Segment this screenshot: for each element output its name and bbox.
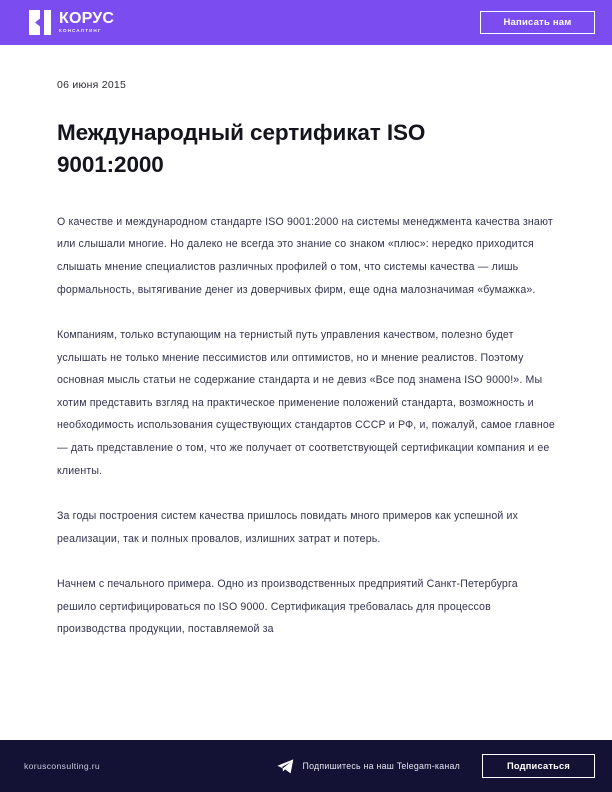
- write-to-us-button[interactable]: Написать нам: [480, 11, 595, 34]
- site-header: [0, 0, 612, 45]
- article: [0, 79, 612, 641]
- brand-wordmark: [59, 11, 114, 34]
- site-footer: [0, 740, 612, 792]
- brand-logo[interactable]: [29, 10, 114, 35]
- korus-logo-icon: [29, 10, 51, 35]
- page-bottom-mask: [0, 722, 612, 740]
- footer-site-url[interactable]: korusconsulting.ru: [24, 761, 101, 771]
- article-paragraph: О качестве и международном стандарте ISO 9001:2000 на системы менеджмента качества знают или слышали многие. Но далеко не всегда это знание со знаком «плюс»: нередко приходится слышать мнение специалистов различных профилей о том, что системы качества — лишь формальность, вытягивание денег из доверчивых фирм, еще одна малозначимая «бумажка».: [57, 215, 553, 296]
- article-date: 06 июня 2015: [57, 79, 127, 91]
- article-paragraph: Компаниям, только вступающим на тернистый путь управления качеством, полезно будет услышать не только мнение пессимистов или оптимистов, но и мнение реалистов. Поэтому основная мысль статьи не содержание стандарта и не девиз «Все под знамена ISO 9000!». Мы хотим представить взгляд на практическое применение положений стандарта, возможность и необходимость использования существующих стандартов СССР и РФ, и, пожалуй, самое главное — дать представление о том, что же получает от соответствующей сертификации компания и ее клиенты.: [57, 329, 555, 477]
- brand-title: КОРУС: [59, 10, 115, 28]
- brand-subtitle: КОНСАЛТИНГ: [59, 28, 102, 34]
- article-paragraph: За годы построения систем качества пришлось повидать много примеров как успешной их реализации, так и полных провалов, излишних затрат и потерь.: [57, 510, 519, 545]
- page-title: Международный сертификат ISO 9001:2000: [57, 120, 426, 177]
- telegram-promo-text: Подпишитесь на наш Telegam-канал: [302, 761, 460, 771]
- article-paragraph: Начнем с печального примера. Одно из производственных предприятий Санкт-Петербурга решило сертифицироваться по ISO 9000. Сертификация требовалась для процессов производства продукции, поставляемой за: [57, 578, 518, 636]
- telegram-icon: [277, 759, 294, 774]
- telegram-promo[interactable]: [277, 759, 461, 774]
- subscribe-button[interactable]: Подписаться: [482, 754, 595, 778]
- article-body: [57, 211, 555, 641]
